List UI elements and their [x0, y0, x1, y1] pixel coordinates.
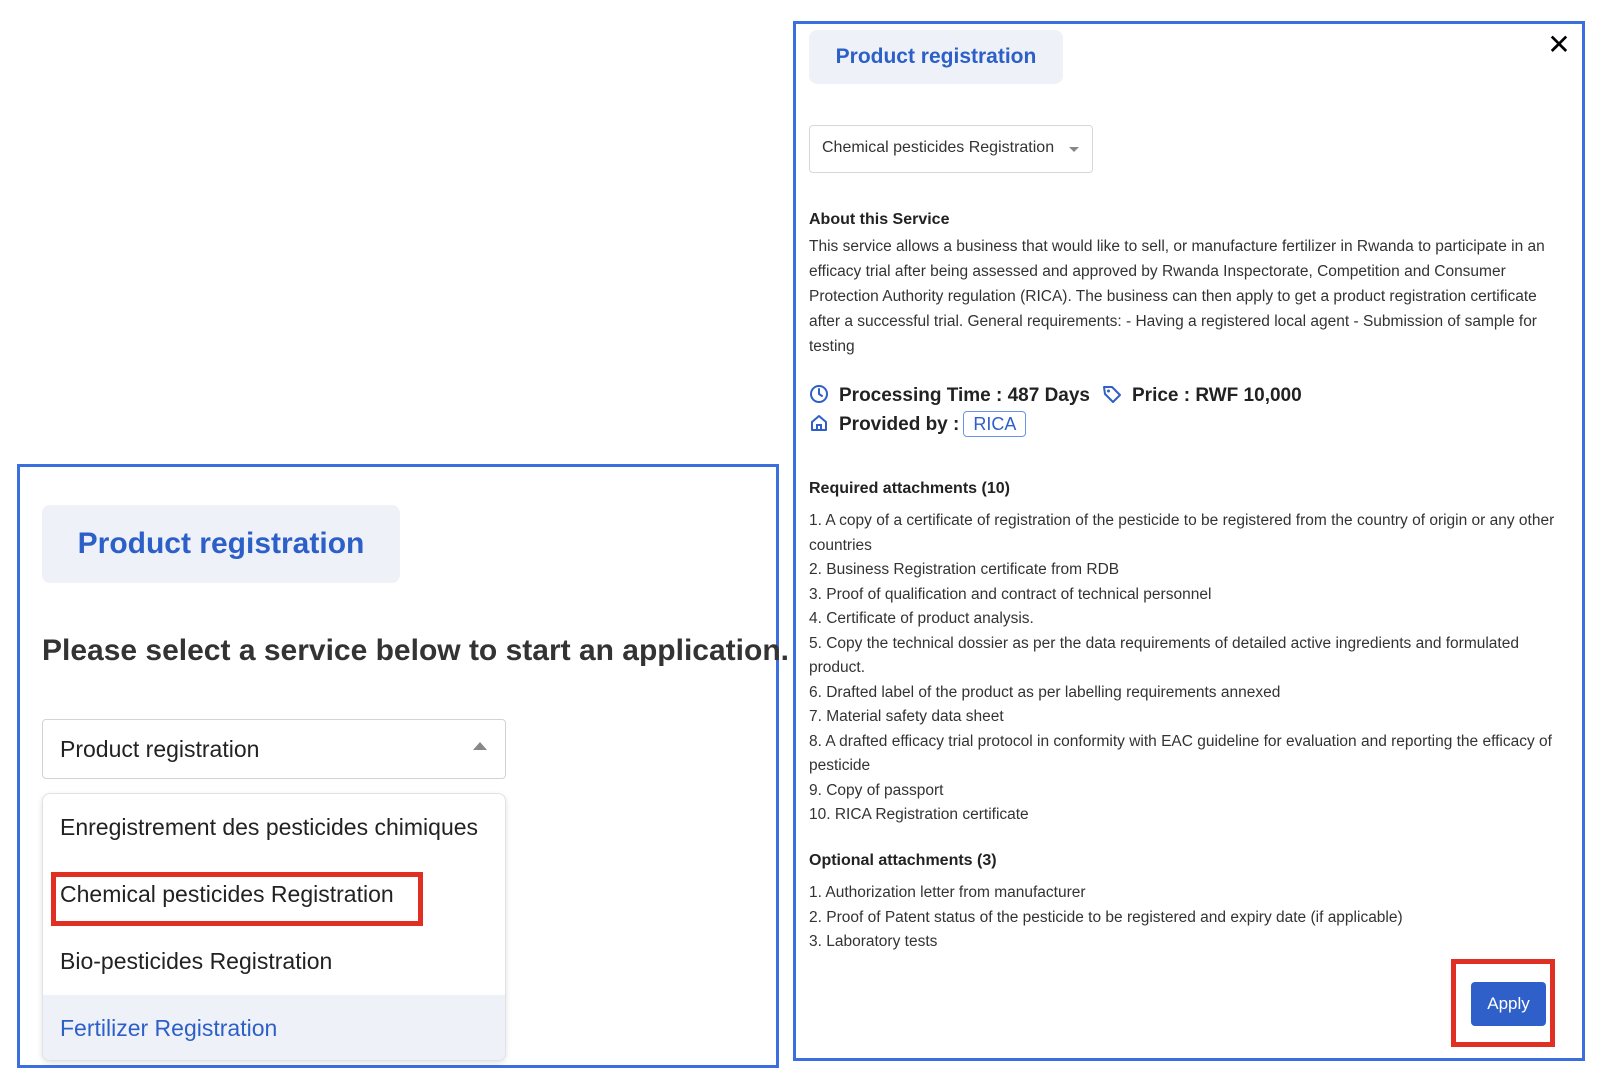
required-attachments-list	[809, 509, 1569, 828]
service-dropdown	[42, 793, 506, 1061]
price-text: Price : RWF 10,000	[1132, 385, 1302, 406]
chevron-down-icon	[1069, 147, 1079, 152]
close-icon[interactable]: ✕	[1547, 29, 1571, 60]
chevron-up-icon	[473, 742, 487, 750]
optional-attachments-list	[809, 881, 1569, 955]
list-item: 2. Proof of Patent status of the pesticide to be registered and expiry date (if applicable)	[809, 908, 1403, 926]
list-item: 8. A drafted efficacy trial protocol in conformity with EAC guideline for evaluation and reporting the efficacy of pesticide	[809, 732, 1552, 774]
list-item: 9. Copy of passport	[809, 781, 944, 799]
provider-badge[interactable]: RICA	[963, 411, 1026, 437]
service-select[interactable]	[809, 125, 1093, 173]
service-select-value: Chemical pesticides Registration	[822, 139, 1055, 156]
processing-text: Processing Time : 487 Days	[839, 385, 1090, 406]
provider	[809, 411, 1026, 437]
left-panel	[17, 464, 789, 1068]
list-item: 7. Material safety data sheet	[809, 708, 1004, 725]
required-attachments-title: Required attachments (10)	[809, 480, 1010, 497]
clock-icon	[809, 384, 829, 404]
option-enregistrement-pesticides[interactable]: Enregistrement des pesticides chimiques	[60, 814, 479, 840]
price	[1102, 384, 1302, 407]
list-item: 1. A copy of a certificate of registration of the pesticide to be registered from the country of origin or any other countries	[809, 512, 1555, 554]
list-item: 2. Business Registration certificate from RDB	[809, 561, 1120, 578]
list-item: 5. Copy the technical dossier as per the data requirements of detailed active ingredients and formulated product.	[809, 634, 1519, 676]
list-item: 3. Laboratory tests	[809, 933, 938, 950]
provider-label: Provided by :	[839, 414, 960, 435]
list-item: 10. RICA Registration certificate	[809, 806, 1029, 823]
list-item: 1. Authorization letter from manufacturer	[809, 884, 1086, 901]
about-body: This service allows a business that would like to sell, or manufacture fertilizer in Rwanda to participate in an efficacy trial after being assessed and approved by Rwanda Inspectorate, Competition and Consumer Protection Authority regulation (RICA). The business can then apply to get a product registration certificate after a successful trial. General requirements: - Having a registered local agent - Submission of sample for testing	[809, 238, 1545, 355]
apply-button[interactable]: Apply	[1471, 982, 1546, 1026]
option-fertilizer[interactable]: Fertilizer Registration	[43, 995, 505, 1061]
list-item: 6. Drafted label of the product as per labelling requirements annexed	[809, 683, 1281, 701]
option-chemical-pesticides[interactable]: Chemical pesticides Registration	[60, 881, 394, 907]
page-title: Product registration	[42, 505, 400, 583]
tag-icon	[1102, 384, 1122, 404]
option-bio-pesticides[interactable]: Bio-pesticides Registration	[60, 948, 333, 974]
processing-time	[809, 384, 1090, 407]
selection-highlight	[51, 872, 423, 926]
list-item: 4. Certificate of product analysis.	[809, 610, 1034, 627]
optional-attachments-title: Optional attachments (3)	[809, 852, 997, 869]
panel-title: Product registration	[809, 30, 1063, 84]
select-value: Product registration	[60, 736, 260, 762]
home-icon	[809, 413, 829, 433]
service-category-select[interactable]	[42, 719, 506, 779]
service-prompt: Please select a service below to start an application.	[42, 634, 789, 667]
right-panel	[793, 21, 1585, 1061]
list-item: 3. Proof of qualification and contract of technical personnel	[809, 585, 1212, 603]
about-title: About this Service	[809, 211, 950, 228]
